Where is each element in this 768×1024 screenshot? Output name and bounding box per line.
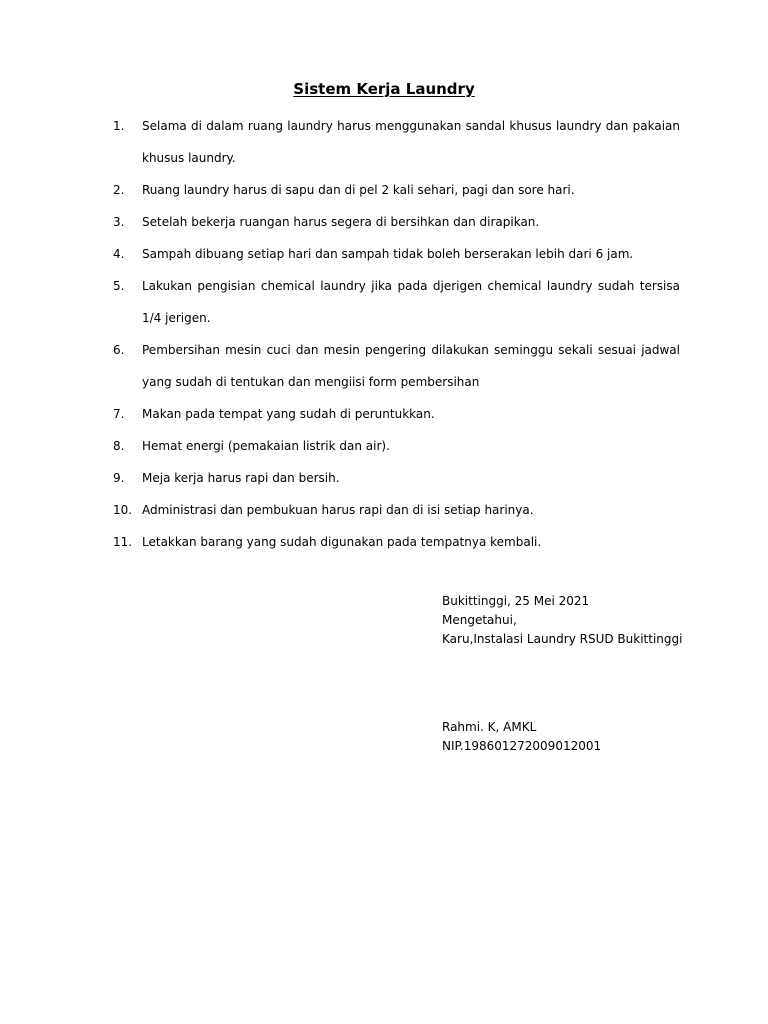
rule-text: Hemat energi (pemakaian listrik dan air).: [142, 439, 390, 453]
rule-number: 7.: [113, 407, 125, 421]
rule-item: [113, 526, 680, 558]
rule-item: [113, 462, 680, 494]
rule-text: Lakukan pengisian chemical laundry jika pada djerigen chemical laundry sudah tersisa 1/4 jerigen.: [142, 279, 680, 325]
rule-item: [113, 110, 680, 174]
rule-number: 11.: [113, 535, 133, 549]
acknowledged-label: Mengetahui,: [442, 613, 517, 627]
rule-number: 1.: [113, 119, 125, 133]
rule-item: [113, 430, 680, 462]
rule-text: Setelah bekerja ruangan harus segera di bersihkan dan dirapikan.: [142, 215, 540, 229]
rule-text: Pembersihan mesin cuci dan mesin pengering dilakukan seminggu sekali sesuai jadwal yang sudah di tentukan dan mengiisi form pembersihan: [142, 343, 680, 389]
rule-number: 10.: [113, 503, 133, 517]
rule-number: 2.: [113, 183, 125, 197]
signer-position: Karu,Instalasi Laundry RSUD Bukittinggi: [442, 632, 683, 646]
document-title: Sistem Kerja Laundry: [293, 80, 475, 98]
rule-number: 5.: [113, 279, 125, 293]
signature-space: [442, 649, 742, 718]
rule-text: Selama di dalam ruang laundry harus menggunakan sandal khusus laundry dan pakaian khusus laundry.: [142, 119, 680, 165]
rule-text: Makan pada tempat yang sudah di peruntukkan.: [142, 407, 435, 421]
signer-name: Rahmi. K, AMKL: [442, 720, 537, 734]
rule-number: 8.: [113, 439, 125, 453]
rule-text: Ruang laundry harus di sapu dan di pel 2 kali sehari, pagi dan sore hari.: [142, 183, 575, 197]
place-date: Bukittinggi, 25 Mei 2021: [442, 594, 590, 608]
rule-item: [113, 174, 680, 206]
rule-item: [113, 398, 680, 430]
signature-block: [442, 592, 742, 756]
rule-number: 3.: [113, 215, 125, 229]
rule-number: 4.: [113, 247, 125, 261]
rule-item: [113, 238, 680, 270]
rule-number: 6.: [113, 343, 125, 357]
rule-number: 9.: [113, 471, 125, 485]
rule-text: Letakkan barang yang sudah digunakan pada tempatnya kembali.: [142, 535, 542, 549]
signer-nip: NIP.198601272009012001: [442, 739, 602, 753]
rule-item: [113, 334, 680, 398]
rule-item: [113, 494, 680, 526]
rule-item: [113, 270, 680, 334]
rule-text: Meja kerja harus rapi dan bersih.: [142, 471, 340, 485]
rule-text: Administrasi dan pembukuan harus rapi dan di isi setiap harinya.: [142, 503, 534, 517]
rule-text: Sampah dibuang setiap hari dan sampah tidak boleh berserakan lebih dari 6 jam.: [142, 247, 634, 261]
rules-list: [113, 110, 680, 558]
rule-item: [113, 206, 680, 238]
